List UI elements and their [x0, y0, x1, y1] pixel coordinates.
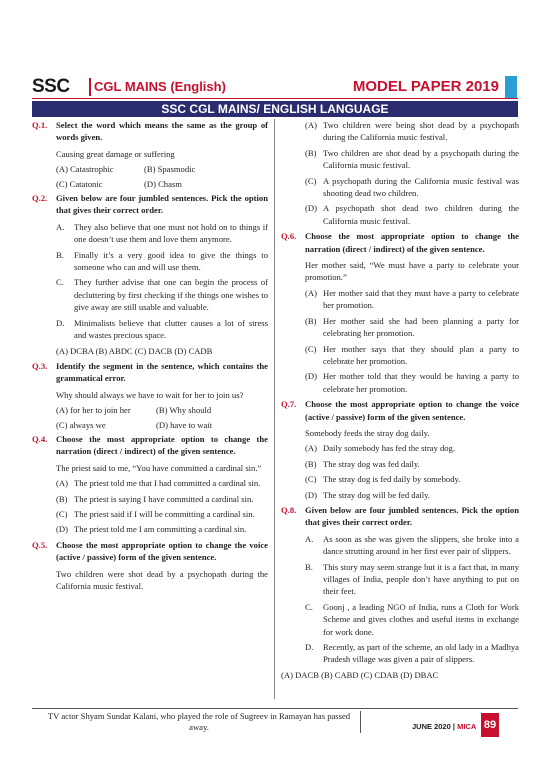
jumbled-sentence [32, 249, 268, 274]
question-1 [32, 119, 268, 144]
question-2 [32, 192, 268, 217]
option [281, 175, 519, 200]
jumbled-sentence [281, 533, 519, 558]
page-header [0, 76, 550, 98]
footer-issue: JUNE 2020 | MICA [412, 722, 477, 731]
option [281, 489, 519, 501]
option-text: Her mother said she had been planning a party for celebrating her promotion. [323, 315, 519, 339]
option-letter: (D) [56, 524, 68, 535]
sentence-letter: D. [56, 317, 65, 328]
question-prompt: Why should always we have to wait for her to join us? [56, 389, 244, 400]
option-letter: (B) [56, 493, 68, 504]
option [281, 442, 519, 454]
question-text: Choose the most appropriate option to change the narration (direct / indirect) of the given sentence. [305, 231, 519, 254]
footer-divider [360, 711, 361, 733]
option-letter: (D) [305, 489, 317, 500]
sentence-text: They also believe that one must not hold on to things if one doesn’t use them and love them anymore. [74, 221, 268, 245]
question-number: Q.8. [281, 504, 297, 515]
option-letter: (C) [305, 343, 317, 354]
question-number: Q.4. [32, 433, 48, 444]
question-prompt: The priest said to me, “You have committed a cardinal sin.” [56, 462, 262, 473]
question-number: Q.6. [281, 231, 297, 242]
jumbled-sentence [281, 601, 519, 638]
option-letter: (B) [305, 458, 317, 469]
option-text: Her mother says that they should plan a party to celebrate her promotion. [323, 343, 519, 366]
question-6 [281, 230, 519, 255]
option-text: The priest said if I will be committing a cardinal sin. [74, 508, 255, 519]
footer-rule [32, 708, 518, 709]
option: (A) Catastrophic [56, 164, 114, 175]
question-text: Choose the most appropriate option to change the voice (active / passive) form of the given sentence. [305, 399, 519, 422]
option-text: The priest told me that I had committed a cardinal sin. [74, 478, 261, 489]
question-3 [32, 360, 268, 385]
options-row [32, 404, 268, 416]
options-row [32, 178, 268, 190]
header-subtitle: CGL MAINS (English) [94, 79, 226, 94]
option-letter: (C) [56, 508, 68, 519]
jumbled-sentence [281, 561, 519, 598]
question-prompt: Somebody feeds the stray dog daily. [305, 427, 430, 438]
option-letter: (D) [305, 371, 317, 382]
option-letter: (B) [305, 315, 317, 326]
brand-logo: SSC [32, 76, 70, 97]
question-number: Q.3. [32, 360, 48, 371]
question-number: Q.2. [32, 193, 48, 204]
option-letter: (A) [56, 478, 68, 489]
option-letter: (A) [305, 287, 317, 298]
question-prompt: Causing great damage or suffering [56, 148, 175, 159]
option-text: Her mother said that they must have a party to celebrate her promotion. [323, 287, 519, 311]
option [32, 477, 268, 489]
issue-date: JUNE 2020 [412, 722, 451, 731]
option [281, 202, 519, 227]
question-prompt: Her mother said, “We must have a party to celebrate your promotion.” [305, 260, 519, 283]
option-letter: (D) [305, 203, 317, 214]
sentence-text: They further advise that one can begin the process of decluttering by first checking if the things one wishes to give away are still usable and valuable. [74, 277, 268, 313]
question-text: Given below are four jumbled sentences. Pick the option that gives their correct order. [56, 193, 268, 216]
option [32, 508, 268, 520]
question-prompt: Two children were shot dead by a psychopath during the California music festival. [56, 568, 268, 591]
option [281, 147, 519, 172]
question-number: Q.5. [32, 539, 48, 550]
sentence-letter: B. [305, 561, 313, 572]
footer-news-note: TV actor Shyam Sundar Kalani, who played the role of Sugreev in Ramayan has passed away. [47, 711, 351, 732]
jumbled-sentence [32, 317, 268, 342]
header-divider [89, 78, 91, 96]
sentence-text: Recently, as part of the scheme, an old lady in a Madhya Pradesh village was given a pair of slippers. [323, 642, 519, 665]
option: (C) Catatonic [56, 178, 103, 189]
page-number: 89 [481, 713, 499, 737]
option-text: The stray dog was fed daily. [323, 458, 420, 469]
sentence-letter: C. [305, 601, 313, 612]
sentence-letter: A. [305, 533, 314, 544]
sentence-letter: A. [56, 221, 65, 232]
option-text: A psychopath shot dead two children during the California music festival. [323, 203, 519, 226]
option: (B) Spasmodic [144, 164, 196, 175]
sentence-text: Goonj , a leading NGO of India, runs a Cloth for Work Scheme and gives clothes and useful items in exchange for work done. [323, 601, 519, 637]
left-column [32, 119, 268, 595]
header-accent-block [505, 76, 517, 98]
option-text: The priest told me I am committing a cardinal sin. [74, 524, 247, 535]
sentence-letter: D. [305, 642, 314, 653]
section-title: SSC CGL MAINS/ ENGLISH LANGUAGE [32, 101, 518, 117]
options-row [32, 163, 268, 175]
option-letter: (B) [305, 147, 317, 158]
option: (D) Chasm [144, 178, 182, 189]
option-text: Her mother told that they would be having a party to celebrate her promotion. [323, 371, 519, 394]
question-5 [32, 539, 268, 564]
option-text: Two children are shot dead by a psychopath during the California music festival. [323, 147, 519, 171]
jumbled-sentence [32, 221, 268, 246]
sentence-letter: B. [56, 249, 64, 260]
option: (B) Why should [156, 405, 212, 416]
option [281, 343, 519, 368]
option-letter: (A) [305, 443, 317, 454]
answer-options: (A) DCBA (B) ABDC (C) DACB (D) CADB [56, 345, 213, 356]
option-letter: (C) [305, 474, 317, 485]
option-letter: (A) [305, 120, 317, 130]
option [281, 315, 519, 340]
option [281, 119, 519, 144]
jumbled-sentence [281, 641, 519, 666]
option [32, 523, 268, 535]
option [281, 458, 519, 470]
question-text: Identify the segment in the sentence, which contains the grammatical error. [56, 360, 268, 384]
question-text: Given below are four jumbled sentences. Pick the option that gives their correct order. [305, 504, 519, 528]
option [32, 493, 268, 505]
sentence-text: As soon as she was given the slippers, she broke into a dance strutting around in her first ever pair of slippers. [323, 533, 519, 557]
question-number: Q.7. [281, 399, 297, 410]
option [281, 287, 519, 312]
sentence-text: This story may seem strange but it is a fact that, in many villages of India, people don’t have anything to put on their feet. [323, 561, 519, 597]
sentence-letter: C. [56, 277, 64, 288]
option-text: The priest is saying I have committed a cardinal sin. [74, 493, 254, 504]
option: (D) have to wait [156, 419, 213, 430]
option-text: The stray dog will be fed daily. [323, 489, 431, 500]
header-rule [32, 98, 518, 99]
question-8 [281, 504, 519, 529]
question-text: Select the word which means the same as the group of words given. [56, 120, 268, 143]
magazine-name: MICA [457, 722, 477, 731]
option-text: Daily somebody has fed the stray dog. [323, 443, 455, 454]
option-text: Two children were being shot dead by a psychopath during the California music festival. [323, 120, 519, 143]
right-column [281, 119, 519, 684]
answer-options: (A) DACB (B) CABD (C) CDAB (D) DBAC [281, 669, 439, 680]
option [281, 473, 519, 485]
option: (A) for her to join her [56, 405, 131, 416]
options-row [32, 419, 268, 431]
question-number: Q.1. [32, 120, 48, 130]
column-divider [274, 119, 275, 699]
question-7 [281, 398, 519, 423]
sentence-text: Finally it’s a very good idea to give the things to someone who can and will use them. [74, 249, 268, 273]
model-paper-label: MODEL PAPER 2019 [352, 78, 499, 95]
option: (C) always we [56, 419, 106, 430]
question-text: Choose the most appropriate option to change the voice (active / passive) form of the given sentence. [56, 539, 268, 563]
jumbled-sentence [32, 276, 268, 313]
sentence-text: Minimalists believe that clutter causes a lot of stress and wastes precious space. [74, 317, 268, 341]
option [281, 370, 519, 395]
option-letter: (C) [305, 175, 317, 186]
option-text: A psychopath during the California music festival was shooting dead two children. [323, 175, 519, 199]
question-4 [32, 433, 268, 458]
question-text: Choose the most appropriate option to change the narration (direct / indirect) of the given sentence. [56, 433, 268, 457]
option-text: The stray dog is fed daily by somebody. [323, 474, 461, 485]
